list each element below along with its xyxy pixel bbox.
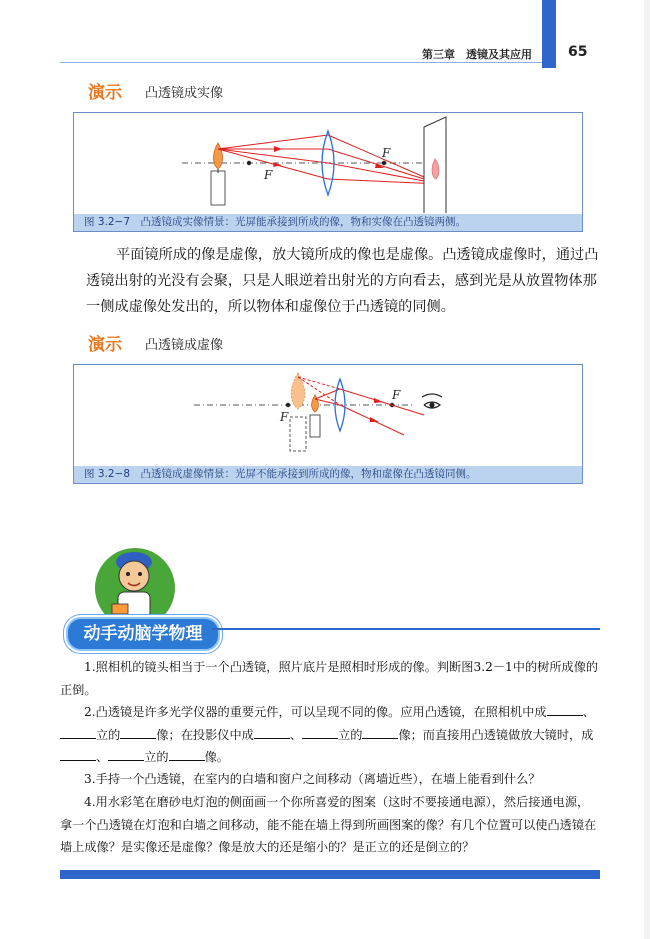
question-4: 4.用水彩笔在磨砂电灯泡的侧面画一个你所喜爱的图案（这时不要接通电源），然后接通电源，拿一个凸透镜在灯泡和白墙之间移动，能不能在墙上得到所画图案的像？有几个位置可以使凸透镜在墙上成像？是实像还是虚像？像是放大的还是缩小的？是正立的还是倒立的？ (60, 795, 597, 854)
flame-icon (213, 143, 222, 169)
focal-label-right: F (382, 146, 391, 160)
header-accent-bar (542, 0, 556, 68)
body-paragraph: 平面镜所成的像是虚像，放大镜所成的像也是虚像。凸透镜成虚像时，通过凸透镜出射的光没有会聚，只是人眼逆着出射光的方向看去，感到光是从放置物体那一侧成虚像处发出的，所以物体和虚像位于凸透镜的同侧。 (86, 247, 599, 315)
candle-icon (211, 171, 225, 205)
answer-blank[interactable] (547, 705, 583, 716)
figure-real-image (73, 112, 583, 232)
eye-icon (422, 394, 442, 408)
virtual-candle-icon (290, 417, 306, 451)
answer-blank[interactable] (169, 750, 205, 761)
answer-blank[interactable] (60, 750, 96, 761)
figure-caption: 图 3.2−7 凸透镜成实像情景：光屏能承接到所成的像，物和实像在凸透镜两侧。 (74, 214, 582, 231)
focal-label-right: F (392, 388, 401, 402)
question-3: 3.手持一个凸透镜，在室内的白墙和窗户之间移动（离墙近些），在墙上能看到什么？ (84, 772, 541, 786)
figure-virtual-image (73, 364, 583, 484)
demo-title: 凸透镜成实像 (145, 86, 224, 101)
ray-arrows (370, 398, 383, 422)
face-icon (119, 561, 149, 591)
demo-title: 凸透镜成虚像 (145, 338, 224, 353)
answer-blank[interactable] (108, 750, 144, 761)
virtual-image-diagram (74, 365, 582, 465)
real-image-diagram (74, 113, 582, 213)
focal-point-right (382, 161, 386, 165)
tool-icon (112, 604, 128, 614)
q2-part-a: 2.凸透镜是许多光学仪器的重要元件，可以呈现不同的像。应用凸透镜，在照相机中成 (84, 705, 547, 719)
focal-label-left: F (280, 410, 289, 424)
header-divider (60, 62, 542, 63)
focal-label-left: F (264, 168, 273, 182)
answer-blank[interactable] (302, 728, 338, 739)
focal-point-left (247, 161, 251, 165)
light-rays (218, 135, 440, 184)
answer-blank[interactable] (254, 728, 290, 739)
answer-blank[interactable] (120, 728, 156, 739)
footer-bar (60, 870, 600, 879)
figure-caption: 图 3.2−8 凸透镜成虚像情景：光屏不能承接到所成的像，物和虚像在凸透镜同侧。 (74, 466, 582, 483)
light-rays (315, 389, 424, 435)
question-2: 2.凸透镜是许多光学仪器的重要元件，可以呈现不同的像。应用凸透镜，在照相机中成 、立的 像；在投影仪中成 、 立的 像；而直接用凸透镜做放大镜时，成、 立的 像。 (60, 701, 600, 769)
activity-divider (212, 628, 600, 630)
page-number: 65 (568, 44, 588, 60)
answer-blank[interactable] (362, 728, 398, 739)
demo-label: 演示 (88, 335, 122, 355)
focal-point-left (286, 403, 290, 407)
chapter-title: 第三章 透镜及其应用 (422, 48, 532, 61)
activity-badge: 动手动脑学物理 (66, 617, 220, 651)
question-1: 1.照相机的镜头相当于一个凸透镜，照片底片是照相时形成的像。判断图3.2－1中的树所成像的正倒。 (60, 660, 599, 697)
answer-blank[interactable] (60, 728, 96, 739)
candle-icon (310, 415, 320, 437)
page-edge (644, 0, 650, 939)
demo-label: 演示 (88, 83, 122, 103)
virtual-flame-icon (291, 373, 305, 409)
